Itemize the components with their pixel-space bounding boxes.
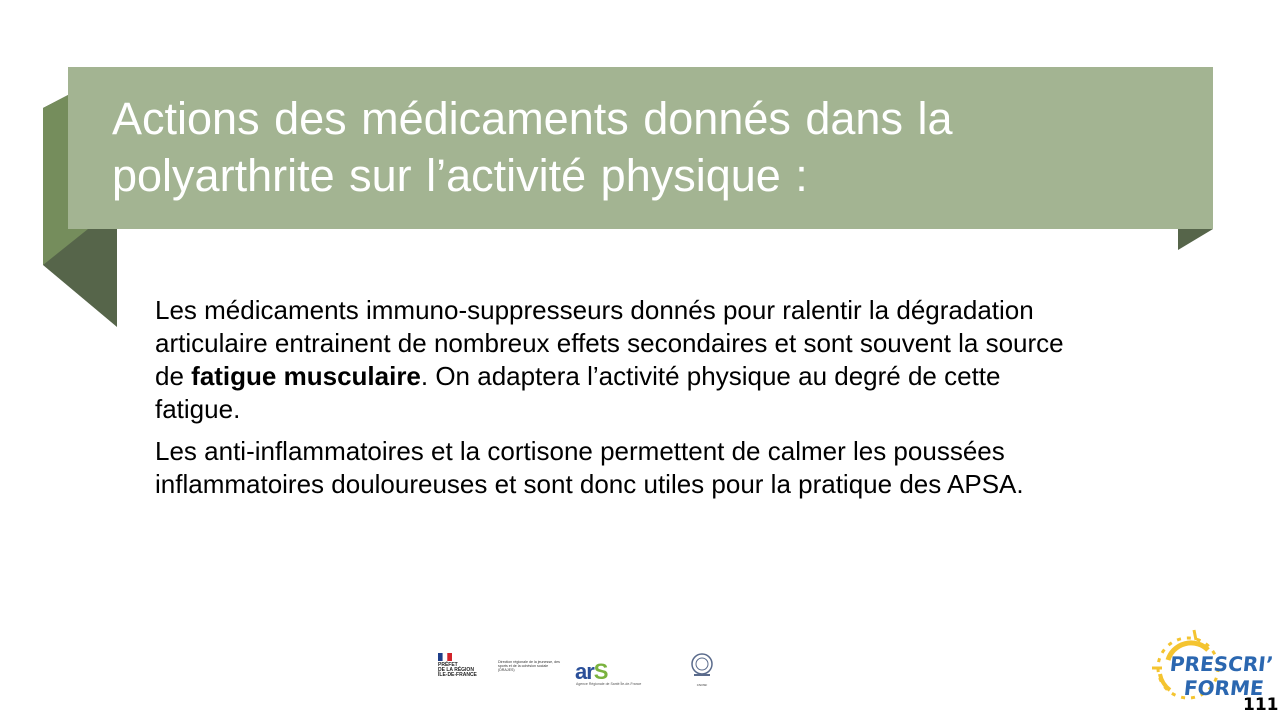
french-flag-icon [438, 653, 452, 661]
partner-logos [430, 645, 730, 690]
drajes-logo: Direction régionale de la jeunesse, des sports et de la cohésion sociale (DRAJES) [498, 660, 560, 672]
ars-logo-letters: ar [575, 659, 594, 684]
paragraph-1-end: . On adaptera l’activité physique au degré de cette fatigue. [155, 361, 1001, 424]
paragraph-1-start: Les médicaments immuno-suppresseurs donnés pour ralentir la dégradation articulaire entrainent de nombreux effets secondaires et sont souvent la source de [155, 295, 1064, 391]
title-line-2: polyarthrite sur l’activité physique : [112, 150, 808, 201]
prefet-logo [438, 653, 482, 685]
prescri-logo-line-2: FORME [1182, 676, 1265, 700]
slide-title [112, 90, 1192, 204]
ribbon-right-fold [1178, 229, 1213, 250]
paragraph-anti-inflammatories: Les anti-inflammatoires et la cortisone permettent de calmer les poussées inflammatoires douloureuses et sont donc utiles pour la pratique des APSA. [155, 436, 1024, 499]
slide-body [155, 294, 1090, 510]
page-number: 111 [1243, 695, 1279, 715]
prescri-logo-line-1: PRESCRI’ [1168, 652, 1275, 676]
seal-logo-caption: CNOSF [696, 683, 708, 687]
prefet-logo-text: PRÉFET DE LA RÉGION ÎLE-DE-FRANCE [438, 662, 477, 678]
title-line-1: Actions des médicaments donnés dans la [112, 93, 953, 144]
ars-logo-s: S [593, 659, 608, 684]
seal-logo [688, 652, 716, 688]
paragraph-1-bold: fatigue musculaire [191, 361, 421, 391]
seal-emblem-icon [688, 652, 716, 678]
ars-logo-subtitle: Agence Régionale de Santé Île-de-France [576, 682, 642, 686]
paragraph-immunosuppressors [155, 294, 1090, 426]
